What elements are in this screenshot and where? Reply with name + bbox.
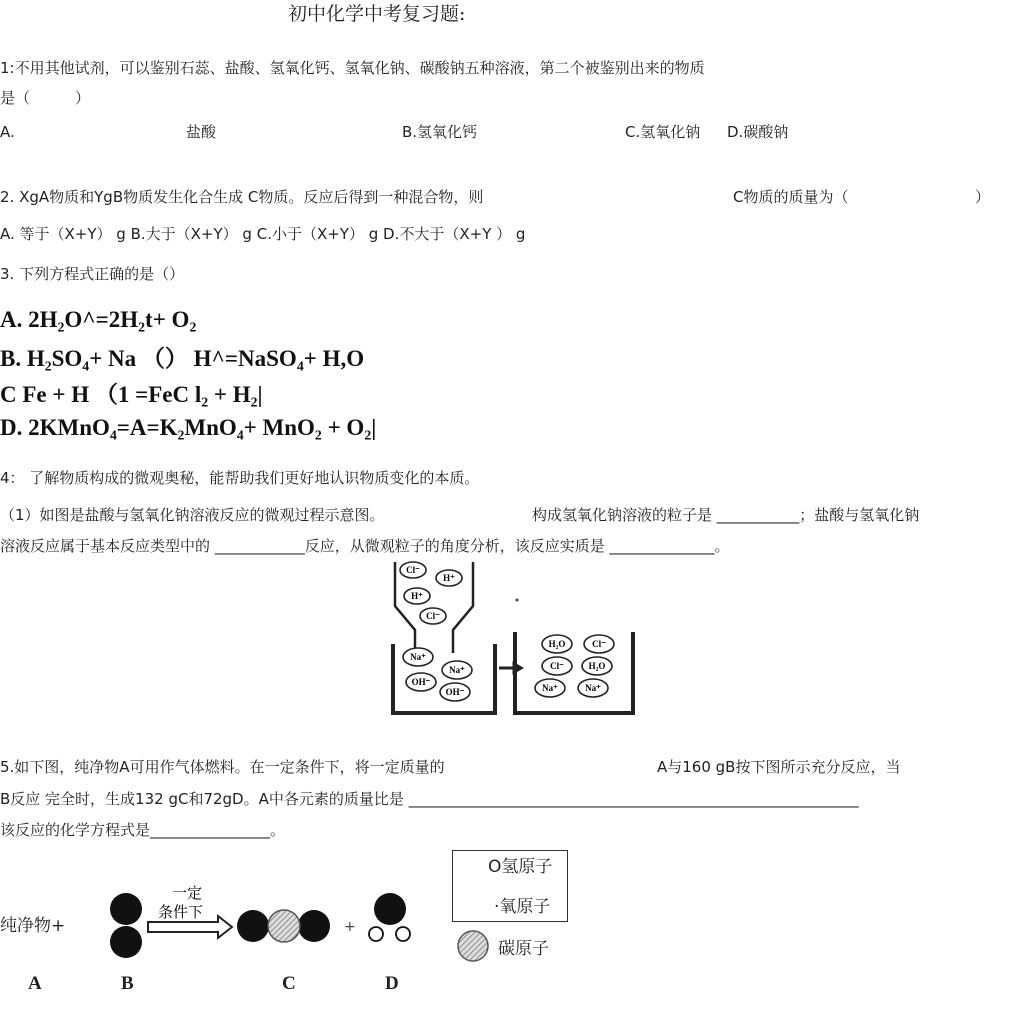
- reaction-diagram: [90, 880, 430, 990]
- q5-stem-part2: A与160 gB按下图所示充分反应，当: [657, 758, 901, 776]
- q1-option-a: A.: [0, 123, 15, 141]
- q4-stem: 4： 了解物质构成的微观奥秘，能帮助我们更好地认识物质变化的本质。: [0, 469, 480, 487]
- q1-option-b: B.氢氧化钙: [402, 123, 478, 141]
- q4-part1-line2: 溶液反应属于基本反应类型中的 ____________反应，从微观粒子的角度分析，该反应实质是 ______________。: [0, 537, 730, 555]
- label-a: A: [28, 973, 42, 994]
- q2-stem-part1: 2. XgA物质和YgB物质发生化合生成 C物质。反应后得到一种混合物，则: [0, 188, 484, 206]
- ion-label: Na⁺: [410, 652, 426, 662]
- q4-part1-b: 构成氢氧化钠溶液的粒子是 ___________；盐酸与氢氧化钠: [532, 506, 920, 524]
- q1-option-a-text: 盐酸: [186, 123, 217, 141]
- arrow-icon: [499, 662, 523, 674]
- condition-line1: 一定: [172, 884, 203, 902]
- water-molecule-icon: [369, 893, 410, 941]
- q5-stem-line3: 该反应的化学方程式是________________。: [0, 821, 286, 839]
- ion-label: Na⁺: [449, 665, 465, 675]
- q5-stem-part1: 5.如下图，纯净物A可用作气体燃料。在一定条件下，将一定质量的: [0, 758, 445, 776]
- ion-label: H₂O: [588, 661, 606, 671]
- q3-option-c: C Fe + H （1 =FeC l₂ + H₂|: [0, 382, 263, 407]
- pure-substance-label: 纯净物+: [0, 916, 66, 936]
- q2-options: A. 等于（X+Y） g B.大于（X+Y） g C.小于（X+Y） g D.不大于（X+Y ） g: [0, 225, 526, 243]
- q3-option-d: D. 2KMnO₄=A=K₂MnO₄+ MnO₂ + O₂|: [0, 415, 377, 440]
- label-c: C: [282, 973, 296, 994]
- q1-stem-line1: 1:不用其他试剂，可以鉴别石蕊、盐酸、氢氧化钙、氢氧化钠、碳酸钠五种溶液，第二个被鉴别出来的物质: [0, 59, 705, 77]
- ion-label: H⁺: [443, 573, 455, 583]
- q1-option-d: D.碳酸钠: [727, 123, 789, 141]
- oxygen-molecule-icon: [110, 893, 142, 958]
- q1-stem-line2: 是（ ）: [0, 89, 91, 107]
- ion-label: Cl⁻: [426, 611, 440, 621]
- label-b: B: [121, 973, 134, 994]
- condition-line2: 条件下: [158, 903, 204, 921]
- ion-label: Cl⁻: [592, 639, 606, 649]
- legend-carbon: 碳原子: [498, 939, 549, 959]
- page-title: 初中化学中考复习题:: [288, 3, 466, 25]
- label-d: D: [385, 973, 399, 994]
- ion-label: Cl⁻: [406, 565, 420, 575]
- right-beaker-icon: [515, 632, 633, 713]
- q1-option-c: C.氢氧化钠: [625, 123, 701, 141]
- plus-sign: +: [344, 919, 356, 935]
- legend-oxygen: ·氧原子: [494, 897, 551, 917]
- ion-label: OH⁻: [411, 677, 431, 687]
- q2-stem-part3: ）: [975, 188, 991, 206]
- legend-hydrogen: O氢原子: [488, 857, 553, 877]
- carbon-atom-legend-icon: [456, 928, 492, 964]
- neutralization-diagram: [385, 558, 645, 723]
- carbon-dioxide-molecule-icon: [237, 910, 330, 942]
- ion-label: Na⁺: [585, 683, 601, 693]
- q5-stem-line2: B反应 完全时，生成132 gC和72gD。A中各元素的质量比是 ____________________________________________________________: [0, 790, 859, 808]
- q3-stem: 3. 下列方程式正确的是（）: [0, 265, 185, 283]
- q4-part1-a: （1）如图是盐酸与氢氧化钠溶液反应的微观过程示意图。: [0, 506, 385, 524]
- ion-label: H₂O: [548, 639, 566, 649]
- ion-label: Na⁺: [542, 683, 558, 693]
- q2-stem-part2: C物质的质量为（: [733, 188, 849, 206]
- ion-label: H⁺: [411, 591, 423, 601]
- q3-option-b: B. H₂SO₄+ Na （） H^=NaSO₄+ H,O: [0, 346, 365, 371]
- ion-label: Cl⁻: [550, 661, 564, 671]
- ion-label: OH⁻: [445, 687, 465, 697]
- q3-option-a: A. 2H₂O^=2H₂t+ O₂: [0, 307, 197, 332]
